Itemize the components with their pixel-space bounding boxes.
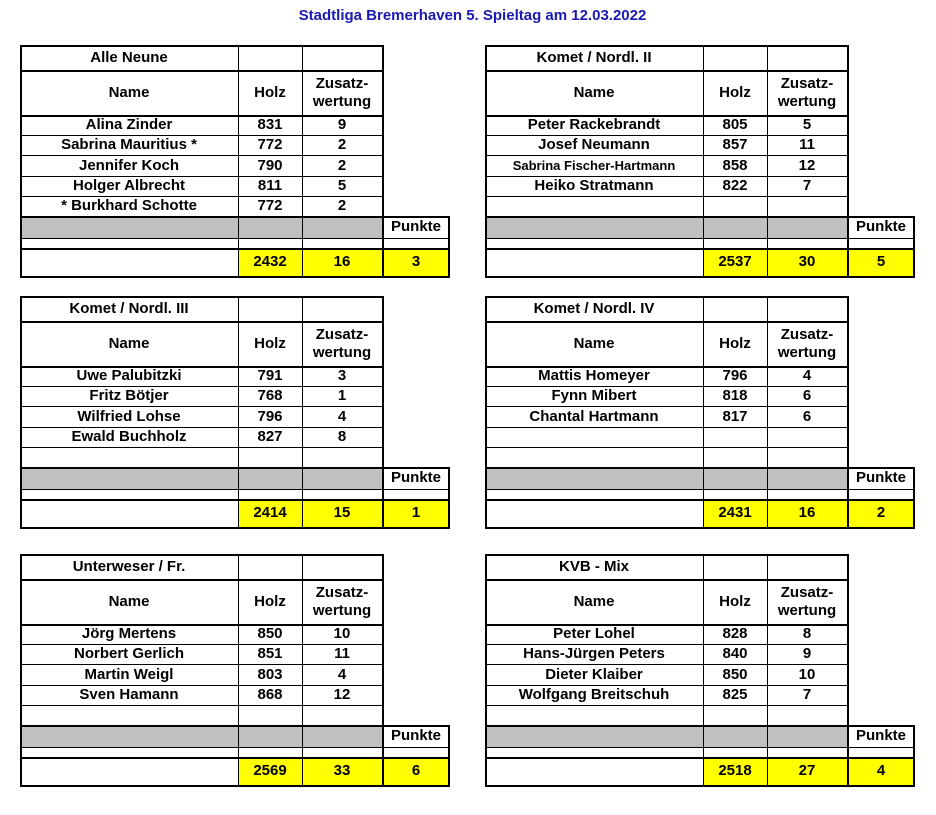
- team-table: [20, 554, 450, 801]
- player-name: Peter Lohel: [553, 625, 635, 642]
- player-holz: 827: [257, 428, 283, 445]
- column-header-name: Name: [108, 593, 150, 610]
- player-zusatzwertung: 12: [798, 156, 816, 174]
- player-zusatzwertung: 7: [802, 686, 812, 703]
- team-name: Unterweser / Fr.: [72, 558, 186, 575]
- player-name: Wilfried Lohse: [77, 407, 181, 425]
- column-header-zusatzwertung: [302, 71, 382, 115]
- column-header-zusatzwertung: [302, 580, 382, 624]
- player-name: Fynn Mibert: [551, 387, 637, 404]
- punkte-header: Punkte: [855, 727, 906, 744]
- team-name: Komet / Nordl. II: [536, 49, 652, 66]
- total-punkte: 5: [876, 253, 886, 270]
- player-name: Josef Neumann: [538, 136, 650, 153]
- zusatz-header-line-2: wertung: [777, 602, 837, 619]
- column-header-zusatzwertung: [302, 322, 382, 366]
- player-holz: 858: [722, 156, 748, 174]
- player-name: Sven Hamann: [79, 686, 179, 703]
- team-name: Komet / Nordl. IV: [533, 300, 655, 317]
- player-name: Sabrina Mauritius *: [61, 136, 197, 153]
- player-name: Jennifer Koch: [78, 156, 180, 174]
- player-holz: 822: [722, 177, 748, 194]
- player-zusatzwertung: 10: [798, 665, 816, 683]
- player-name: * Burkhard Schotte: [61, 197, 197, 214]
- player-holz: 818: [722, 387, 748, 404]
- total-punkte: 1: [411, 504, 421, 521]
- zusatz-header-line-1: Zusatz-: [315, 584, 369, 601]
- player-name: Sabrina Fischer-Hartmann: [512, 157, 676, 173]
- gray-separator: [20, 467, 382, 489]
- team-name: Alle Neune: [90, 49, 168, 66]
- page-title: Stadtliga Bremerhaven 5. Spieltag am 12.03.2022: [298, 7, 647, 24]
- player-zusatzwertung: 4: [337, 665, 347, 683]
- column-header-name: Name: [573, 84, 615, 101]
- player-zusatzwertung: 8: [802, 625, 812, 642]
- total-punkte: 4: [876, 762, 886, 779]
- total-zusatzwertung: 16: [798, 504, 816, 521]
- column-header-name: Name: [573, 593, 615, 610]
- total-punkte: 2: [876, 504, 886, 521]
- player-holz: [703, 447, 767, 467]
- player-name: Dieter Klaiber: [545, 665, 643, 683]
- gray-separator: [485, 725, 847, 747]
- player-holz: 857: [722, 136, 748, 153]
- total-punkte: 6: [411, 762, 421, 779]
- player-holz: 791: [257, 367, 283, 384]
- player-name: Heiko Stratmann: [534, 177, 654, 194]
- zusatz-header-line-1: Zusatz-: [780, 584, 834, 601]
- zusatz-header-line-2: wertung: [777, 344, 837, 361]
- team-name: Komet / Nordl. III: [69, 300, 189, 317]
- player-holz: 851: [257, 645, 283, 662]
- total-holz: 2569: [253, 762, 287, 779]
- player-zusatzwertung: 10: [333, 625, 351, 642]
- player-name: [485, 196, 703, 216]
- player-name: Wolfgang Breitschuh: [518, 686, 670, 703]
- player-zusatzwertung: [767, 705, 847, 725]
- player-name: [20, 447, 238, 467]
- player-name: Martin Weigl: [84, 665, 174, 683]
- player-zusatzwertung: [767, 196, 847, 216]
- player-holz: 828: [722, 625, 748, 642]
- column-header-holz: Holz: [719, 84, 751, 101]
- player-name: Fritz Bötjer: [89, 387, 169, 404]
- column-header-zusatzwertung: [767, 580, 847, 624]
- player-holz: 796: [257, 407, 283, 425]
- total-holz: 2414: [253, 504, 287, 521]
- total-holz: 2431: [718, 504, 752, 521]
- player-name: Peter Rackebrandt: [527, 116, 661, 133]
- column-header-holz: Holz: [254, 593, 286, 610]
- team-table: [485, 296, 915, 543]
- player-zusatzwertung: 1: [337, 387, 347, 404]
- player-zusatzwertung: 11: [799, 136, 815, 153]
- player-zusatzwertung: [767, 427, 847, 447]
- player-holz: 790: [257, 156, 283, 174]
- player-name: Mattis Homeyer: [538, 367, 650, 384]
- player-name: [485, 427, 703, 447]
- player-holz: 817: [722, 407, 748, 425]
- player-zusatzwertung: 6: [802, 407, 812, 425]
- team-table: [20, 296, 450, 543]
- player-name: Alina Zinder: [85, 116, 173, 133]
- zusatz-header-line-2: wertung: [312, 344, 372, 361]
- player-holz: 825: [722, 686, 748, 703]
- player-holz: 803: [257, 665, 283, 683]
- player-holz: [238, 705, 302, 725]
- player-holz: 796: [722, 367, 748, 384]
- zusatz-header-line-2: wertung: [312, 93, 372, 110]
- player-zusatzwertung: 12: [333, 686, 351, 703]
- player-holz: 811: [257, 177, 283, 194]
- player-holz: 868: [257, 686, 283, 703]
- punkte-header: Punkte: [855, 218, 906, 235]
- zusatz-header-line-1: Zusatz-: [780, 326, 834, 343]
- team-name: KVB - Mix: [558, 558, 629, 575]
- player-zusatzwertung: 9: [802, 645, 812, 662]
- player-name: [485, 705, 703, 725]
- zusatz-header-line-2: wertung: [312, 602, 372, 619]
- total-zusatzwertung: 15: [333, 504, 351, 521]
- column-header-holz: Holz: [719, 593, 751, 610]
- player-name: Holger Albrecht: [73, 177, 185, 194]
- player-holz: 850: [722, 665, 748, 683]
- player-zusatzwertung: 2: [337, 136, 347, 153]
- column-header-holz: Holz: [254, 84, 286, 101]
- player-zusatzwertung: 9: [337, 116, 347, 133]
- team-table: [485, 554, 915, 801]
- total-zusatzwertung: 30: [798, 253, 816, 270]
- column-header-zusatzwertung: [767, 71, 847, 115]
- player-zusatzwertung: 5: [802, 116, 812, 133]
- team-table: [20, 45, 450, 292]
- player-name: Norbert Gerlich: [73, 645, 185, 662]
- gray-separator: [485, 467, 847, 489]
- column-header-holz: Holz: [719, 335, 751, 352]
- gray-separator: [485, 216, 847, 238]
- punkte-header: Punkte: [390, 218, 441, 235]
- player-zusatzwertung: [302, 705, 382, 725]
- zusatz-header-line-1: Zusatz-: [315, 75, 369, 92]
- zusatz-header-line-1: Zusatz-: [315, 326, 369, 343]
- player-zusatzwertung: 2: [337, 197, 347, 214]
- zusatz-header-line-1: Zusatz-: [780, 75, 834, 92]
- player-holz: 805: [722, 116, 748, 133]
- player-zusatzwertung: 11: [334, 645, 350, 662]
- player-name: Ewald Buchholz: [71, 428, 187, 445]
- zusatz-header-line-2: wertung: [777, 93, 837, 110]
- punkte-header: Punkte: [390, 727, 441, 744]
- total-zusatzwertung: 16: [333, 253, 351, 270]
- player-holz: [238, 447, 302, 467]
- player-name: Chantal Hartmann: [529, 407, 659, 425]
- player-holz: 840: [722, 645, 748, 662]
- player-zusatzwertung: 6: [802, 387, 812, 404]
- column-header-name: Name: [108, 335, 150, 352]
- total-holz: 2432: [253, 253, 287, 270]
- player-name: Hans-Jürgen Peters: [523, 645, 665, 662]
- column-header-holz: Holz: [254, 335, 286, 352]
- player-holz: [703, 705, 767, 725]
- gray-separator: [20, 216, 382, 238]
- column-header-name: Name: [108, 84, 150, 101]
- total-zusatzwertung: 27: [798, 762, 816, 779]
- total-zusatzwertung: 33: [333, 762, 351, 779]
- player-zusatzwertung: 5: [337, 177, 347, 194]
- team-table: [485, 45, 915, 292]
- total-punkte: 3: [411, 253, 421, 270]
- column-header-name: Name: [573, 335, 615, 352]
- player-zusatzwertung: 4: [337, 407, 347, 425]
- punkte-header: Punkte: [855, 469, 906, 486]
- player-zusatzwertung: [302, 447, 382, 467]
- player-zusatzwertung: 8: [337, 428, 347, 445]
- column-header-zusatzwertung: [767, 322, 847, 366]
- player-holz: 772: [257, 197, 283, 214]
- player-holz: 850: [257, 625, 283, 642]
- gray-separator: [20, 725, 382, 747]
- player-holz: [703, 196, 767, 216]
- player-name: Uwe Palubitzki: [76, 367, 182, 384]
- player-holz: 772: [257, 136, 283, 153]
- player-zusatzwertung: 2: [337, 156, 347, 174]
- player-holz: 831: [257, 116, 283, 133]
- player-name: Jörg Mertens: [81, 625, 177, 642]
- player-holz: 768: [257, 387, 283, 404]
- player-name: [485, 447, 703, 467]
- total-holz: 2537: [718, 253, 752, 270]
- player-zusatzwertung: 3: [337, 367, 347, 384]
- player-zusatzwertung: [767, 447, 847, 467]
- player-holz: [703, 427, 767, 447]
- player-zusatzwertung: 4: [802, 367, 812, 384]
- total-holz: 2518: [718, 762, 752, 779]
- player-zusatzwertung: 7: [802, 177, 812, 194]
- player-name: [20, 705, 238, 725]
- punkte-header: Punkte: [390, 469, 441, 486]
